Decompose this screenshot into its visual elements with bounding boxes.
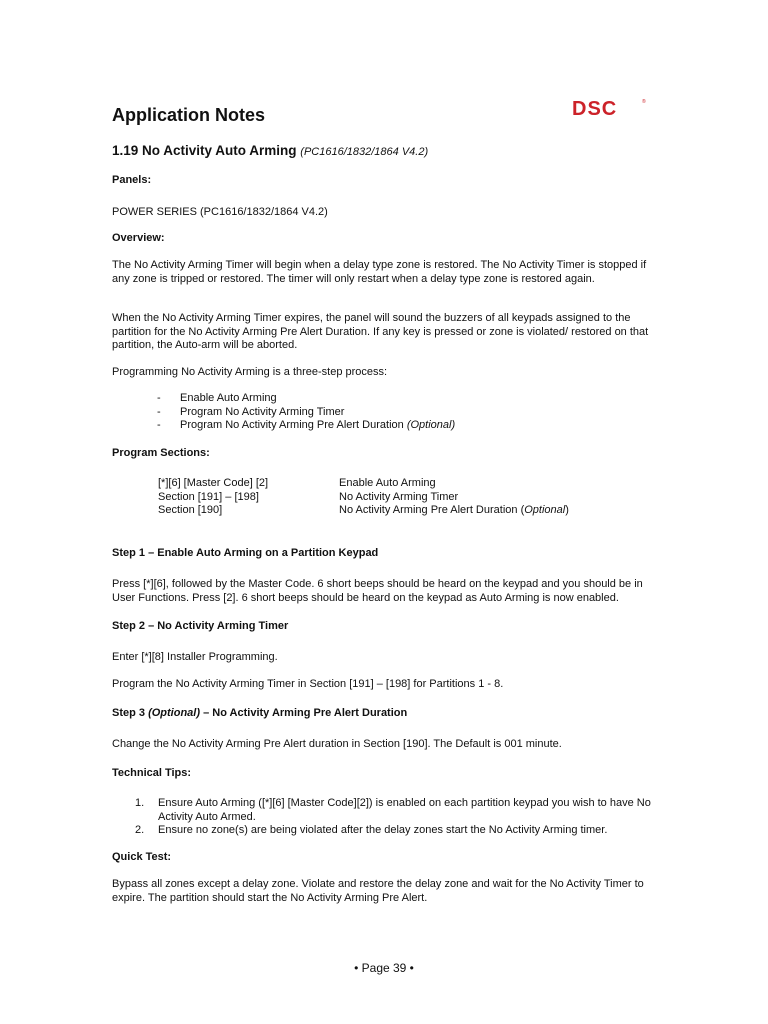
list-bullet: - xyxy=(157,419,161,431)
section-title xyxy=(112,142,428,161)
step-2-text-2: Program the No Activity Arming Timer in Section [191] – [198] for Partitions 1 - 8. xyxy=(112,678,504,690)
optional-note: (Optional) xyxy=(148,707,201,719)
list-item-text: Ensure Auto Arming ([*][6] [Master Code][2]) is enabled on each partition keypad you wish to have No Activity Auto Armed. xyxy=(158,797,651,823)
list-item xyxy=(135,797,655,824)
table-row xyxy=(158,477,569,491)
list-item-text: Program No Activity Arming Pre Alert Duration (Optional) xyxy=(180,419,456,431)
step-2-text-1: Enter [*][8] Installer Programming. xyxy=(112,651,278,663)
section-description: No Activity Arming Pre Alert Duration (Optional) xyxy=(339,504,569,516)
step-1-heading: Step 1 – Enable Auto Arming on a Partition Keypad xyxy=(112,547,379,559)
svg-text:®: ® xyxy=(642,99,646,105)
overview-paragraph-2: When the No Activity Arming Timer expires, the panel will sound the buzzers of all keypads assigned to the partition for the No Activity Arming Pre Alert Duration. If any key is pressed or zone is violated/ restored on that partition, the Auto-arm will be aborted. xyxy=(112,312,649,351)
dsc-logo xyxy=(570,96,646,120)
section-code: Section [191] – [198] xyxy=(158,490,259,503)
page-number: • Page 39 • xyxy=(354,961,414,975)
list-item xyxy=(157,406,455,420)
program-sections-table xyxy=(158,477,569,518)
optional-note: (Optional) xyxy=(406,419,456,431)
process-steps-list xyxy=(157,392,455,433)
section-description: Enable Auto Arming xyxy=(339,477,436,489)
step-3-heading: Step 3 (Optional) – No Activity Arming Pre Alert Duration xyxy=(112,707,408,719)
section-code: Section [190] xyxy=(158,504,223,516)
panels-text: POWER SERIES (PC1616/1832/1864 V4.2) xyxy=(112,206,328,218)
technical-tips-list xyxy=(135,797,655,838)
svg-text:DSC: DSC xyxy=(572,98,618,120)
overview-paragraph-1: The No Activity Arming Timer will begin when a delay type zone is restored. The No Activity Timer is stopped if any zone is tripped or restored. The timer will only restart when a delay type zone is restored again. xyxy=(112,259,647,285)
list-item-text: Program No Activity Arming Timer xyxy=(180,405,345,418)
list-item xyxy=(157,419,455,433)
step-3-text: Change the No Activity Arming Pre Alert duration in Section [190]. The Default is 001 minute. xyxy=(112,738,562,750)
step-1-text: Press [*][6], followed by the Master Code. 6 short beeps should be heard on the keypad and you should be in User Functions. Press [2]. 6 short beeps should be heard on the keypad as Auto Arming is now enabled. xyxy=(112,578,643,604)
table-row xyxy=(158,491,569,505)
list-item xyxy=(157,392,455,406)
section-model: (PC1616/1832/1864 V4.2) xyxy=(300,146,429,158)
program-sections-heading: Program Sections: xyxy=(112,447,210,459)
overview-paragraph-3: Programming No Activity Arming is a three-step process: xyxy=(112,366,388,378)
section-title-text: 1.19 No Activity Auto Arming xyxy=(112,143,297,158)
list-item-text: Ensure no zone(s) are being violated after the delay zones start the No Activity Arming timer. xyxy=(158,824,608,836)
list-item-text: Enable Auto Arming xyxy=(180,392,277,404)
panels-heading: Panels: xyxy=(112,174,152,186)
overview-heading: Overview: xyxy=(112,232,165,244)
section-description: No Activity Arming Timer xyxy=(339,490,459,503)
quick-test-text: Bypass all zones except a delay zone. Violate and restore the delay zone and wait for the No Activity Timer to expire. The partition should start the No Activity Arming Pre Alert. xyxy=(112,878,644,904)
list-item xyxy=(135,824,655,838)
list-bullet: - xyxy=(157,405,161,418)
section-code: [*][6] [Master Code] [2] xyxy=(158,477,269,489)
list-bullet: - xyxy=(157,392,161,404)
step-2-heading: Step 2 – No Activity Arming Timer xyxy=(112,620,289,632)
list-number: 1. xyxy=(135,797,145,809)
table-row xyxy=(158,504,569,518)
technical-tips-heading: Technical Tips: xyxy=(112,767,192,779)
list-number: 2. xyxy=(135,824,145,836)
document-header-title: Application Notes xyxy=(112,105,266,125)
quick-test-heading: Quick Test: xyxy=(112,851,172,863)
